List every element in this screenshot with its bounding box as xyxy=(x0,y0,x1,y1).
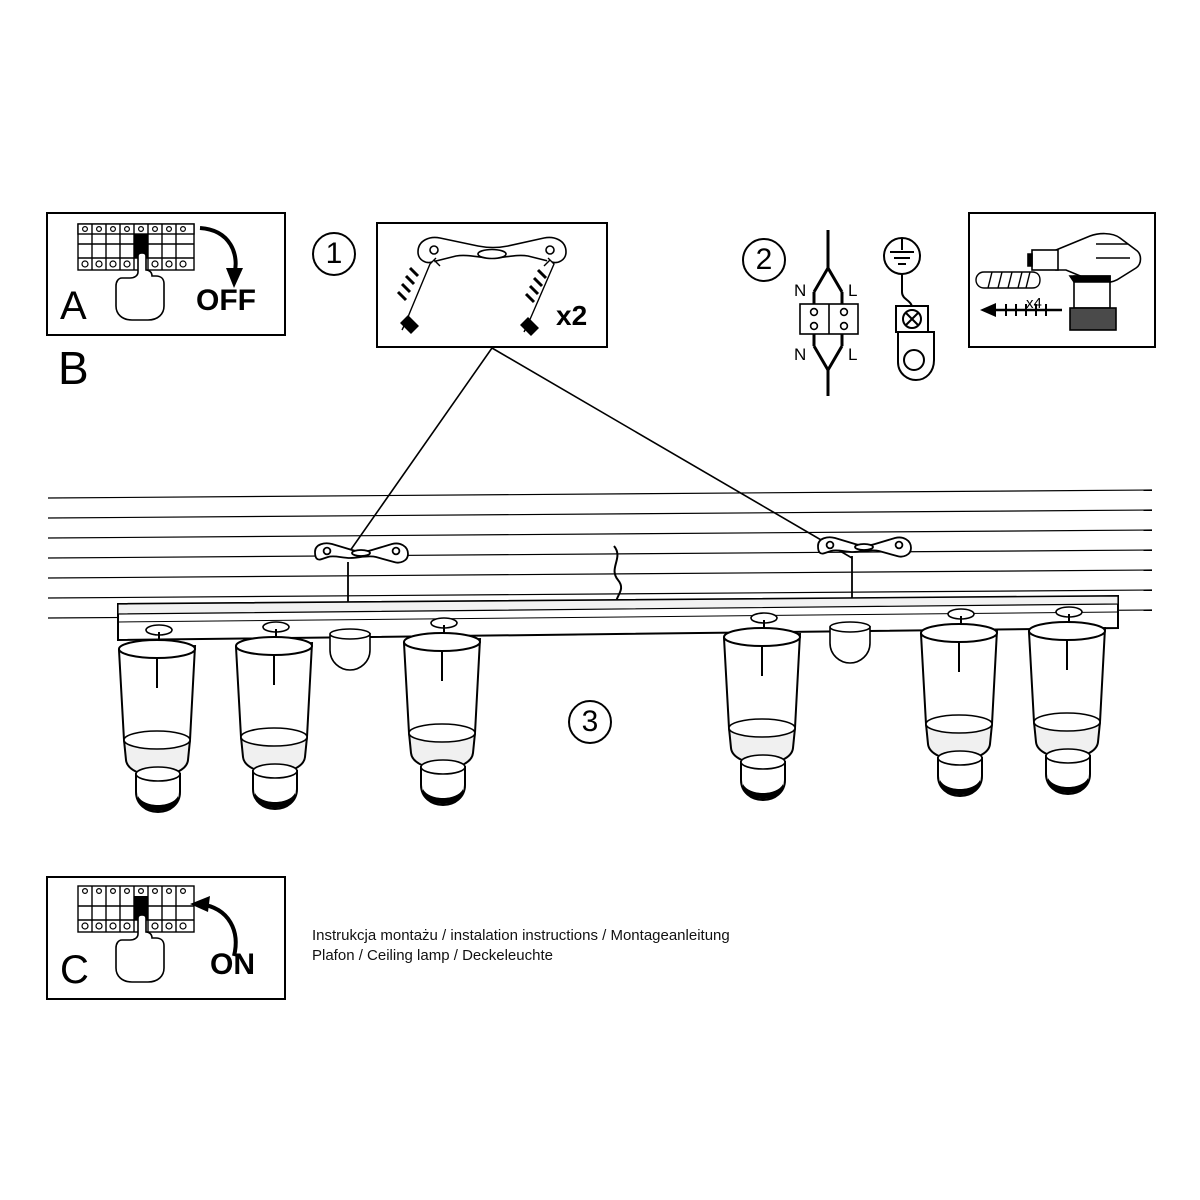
svg-text:N: N xyxy=(794,281,807,300)
cylindrical-spotlight-icon xyxy=(404,618,480,805)
leader-lines xyxy=(345,348,852,558)
curved-arrow-down-icon xyxy=(200,228,243,288)
step-1-badge xyxy=(312,232,356,276)
cylindrical-spotlight-icon xyxy=(119,625,195,812)
panel-a-letter: A xyxy=(60,284,87,328)
svg-text:N: N xyxy=(794,345,807,364)
bar-cap-icon xyxy=(830,622,870,663)
footer-subtitle: Plafon / Ceiling lamp / Deckeleuchte xyxy=(312,947,553,964)
panel-a xyxy=(46,212,286,336)
tools-panel xyxy=(968,212,1156,348)
step-2-number: 2 xyxy=(755,243,773,276)
svg-text:L: L xyxy=(848,345,858,364)
screw-icon xyxy=(980,303,1062,317)
terminal-block-icon xyxy=(800,304,858,334)
cylindrical-spotlight-icon xyxy=(236,622,312,809)
screw-icon xyxy=(398,258,440,333)
curved-arrow-up-icon xyxy=(190,896,236,956)
svg-text:L: L xyxy=(848,281,858,300)
earth-ground-icon xyxy=(884,238,920,274)
panel-b-letter: B xyxy=(58,342,89,394)
screw-icon xyxy=(521,258,554,335)
wall-plug-icon xyxy=(976,272,1040,288)
panel-c xyxy=(46,876,286,1000)
cylindrical-spotlight-icon xyxy=(921,609,997,796)
cylindrical-spotlight-icon xyxy=(724,613,800,800)
mounting-bracket-icon xyxy=(418,238,566,263)
panel-c-letter: C xyxy=(60,948,89,992)
power-drill-icon xyxy=(1028,234,1141,330)
step-1-quantity: x2 xyxy=(556,300,588,331)
tools-quantity: x4 xyxy=(1026,295,1042,312)
bar-cap-icon xyxy=(330,629,370,670)
step-3-number: 3 xyxy=(581,705,599,738)
panel-a-action-label: OFF xyxy=(196,284,256,317)
step-1-number: 1 xyxy=(325,237,343,270)
cylindrical-spotlight-icon xyxy=(1029,607,1105,794)
tools-graphic xyxy=(970,214,1154,346)
panel-c-action-label: ON xyxy=(210,948,255,981)
footer-title: Instrukcja montażu / instalation instructions / Montageanleitung xyxy=(312,927,730,944)
ceiling-lamp-illustration xyxy=(40,340,1160,850)
step-1-panel xyxy=(376,222,608,348)
